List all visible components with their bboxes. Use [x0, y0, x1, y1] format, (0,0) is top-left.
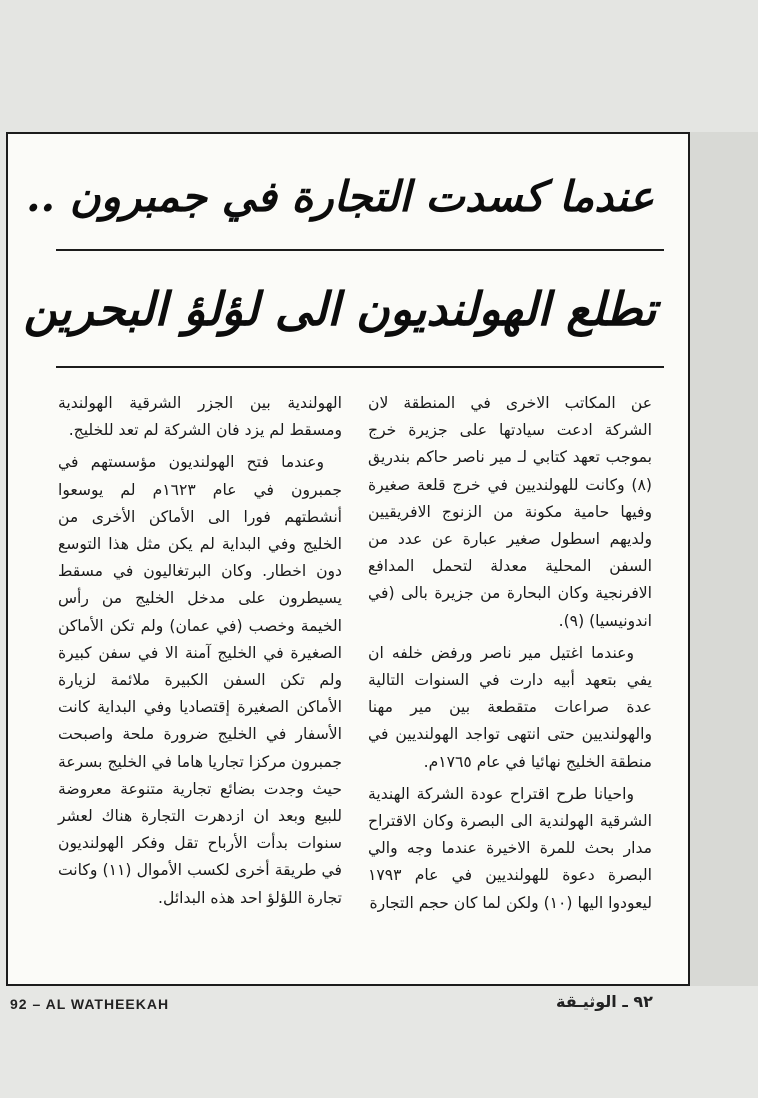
body-divider	[56, 366, 664, 368]
headline-line-1: عندما كسدت التجارة في جمبرون ..	[25, 172, 655, 221]
scan-top-margin	[0, 0, 758, 132]
article-column-left	[58, 390, 342, 917]
scan-right-margin	[690, 132, 758, 986]
paragraph: الهولندية بين الجزر الشرقية الهولندية ومسقط لم يزد فان الشركة لم تعد للخليج.	[58, 394, 342, 440]
page-footer-latin: 92 – AL WATHEEKAH	[10, 996, 170, 1012]
page-footer-arabic: ٩٢ ـ الوثيـقة	[556, 992, 653, 1011]
paragraph: واحيانا طرح اقتراح عودة الشركة الهندية الشرقية الهولندية الى البصرة وكان الاقتراح مدار بحث للمرة الاخيرة عندما وجه والي البصرة دعوة للهولنديين في عام ١٧٩٣ ليعودوا اليها (١٠) ولكن لما كان حجم التجارة	[368, 784, 652, 912]
paragraph: وعندما اغتيل مير ناصر ورفض خلفه ان يفي بتعهد أبيه دارت في السنوات التالية عدة صراعات متقطعة بين مير مهنا والهولنديين حتى انتهى تواجد الهولنديين في منطقة الخليج نهائيا في عام ١٧٦٥م.	[368, 643, 652, 771]
paragraph: عن المكاتب الاخرى في المنطقة لان الشركة ادعت سيادتها على جزيرة خرج بموجب تعهد كتابي لـ مير ناصر حاكم بندريق (٨) وكانت للهولنديين في خرج قلعة صغيرة وفيها حامية مكونة من الزنوج الافريقيين ولديهم اسطول صغير عبارة عن عدد من السفن المحلية معدلة لتحمل المدافع الافرنجية وكان البحارة من جزيرة بالى (في اندونيسيا) (٩).	[368, 394, 652, 630]
article-column-right	[368, 390, 652, 922]
headline-divider	[56, 249, 664, 251]
headline-line-2: تطلع الهولنديون الى لؤلؤ البحرين	[23, 282, 657, 336]
paragraph: وعندما فتح الهولنديون مؤسستهم في جمبرون في عام ١٦٢٣م لم يوسعوا أنشطتهم فورا الى الأماكن الأخرى من الخليج وفي البداية لم يكن مثل هذا التوسع دون اخطار. وكان البرتغاليون في مسقط يسيطرون على مدخل الخليج من رأس الخيمة وخصب (في عمان) ولم تكن الأماكن الصغيرة في الخليج آمنة الا في سفن كبيرة ولم تكن السفن الكبيرة ملائمة لزيارة الأماكن الصغيرة إقتصاديا وفي البداية كانت الأسفار في الخليج ضرورة ملحة واصبحت جمبرون مركزا تجاريا هاما في الخليج بسرعة حيث وجدت بضائع تجارية متنوعة معروضة للبيع وبعد ان ازدهرت التجارة هناك لعشر سنوات بدأت الأرباح تقل وفكر الهولنديون في طريقة أخرى لكسب الأموال (١١) وكانت تجارة اللؤلؤ احد هذه البدائل.	[58, 453, 342, 907]
